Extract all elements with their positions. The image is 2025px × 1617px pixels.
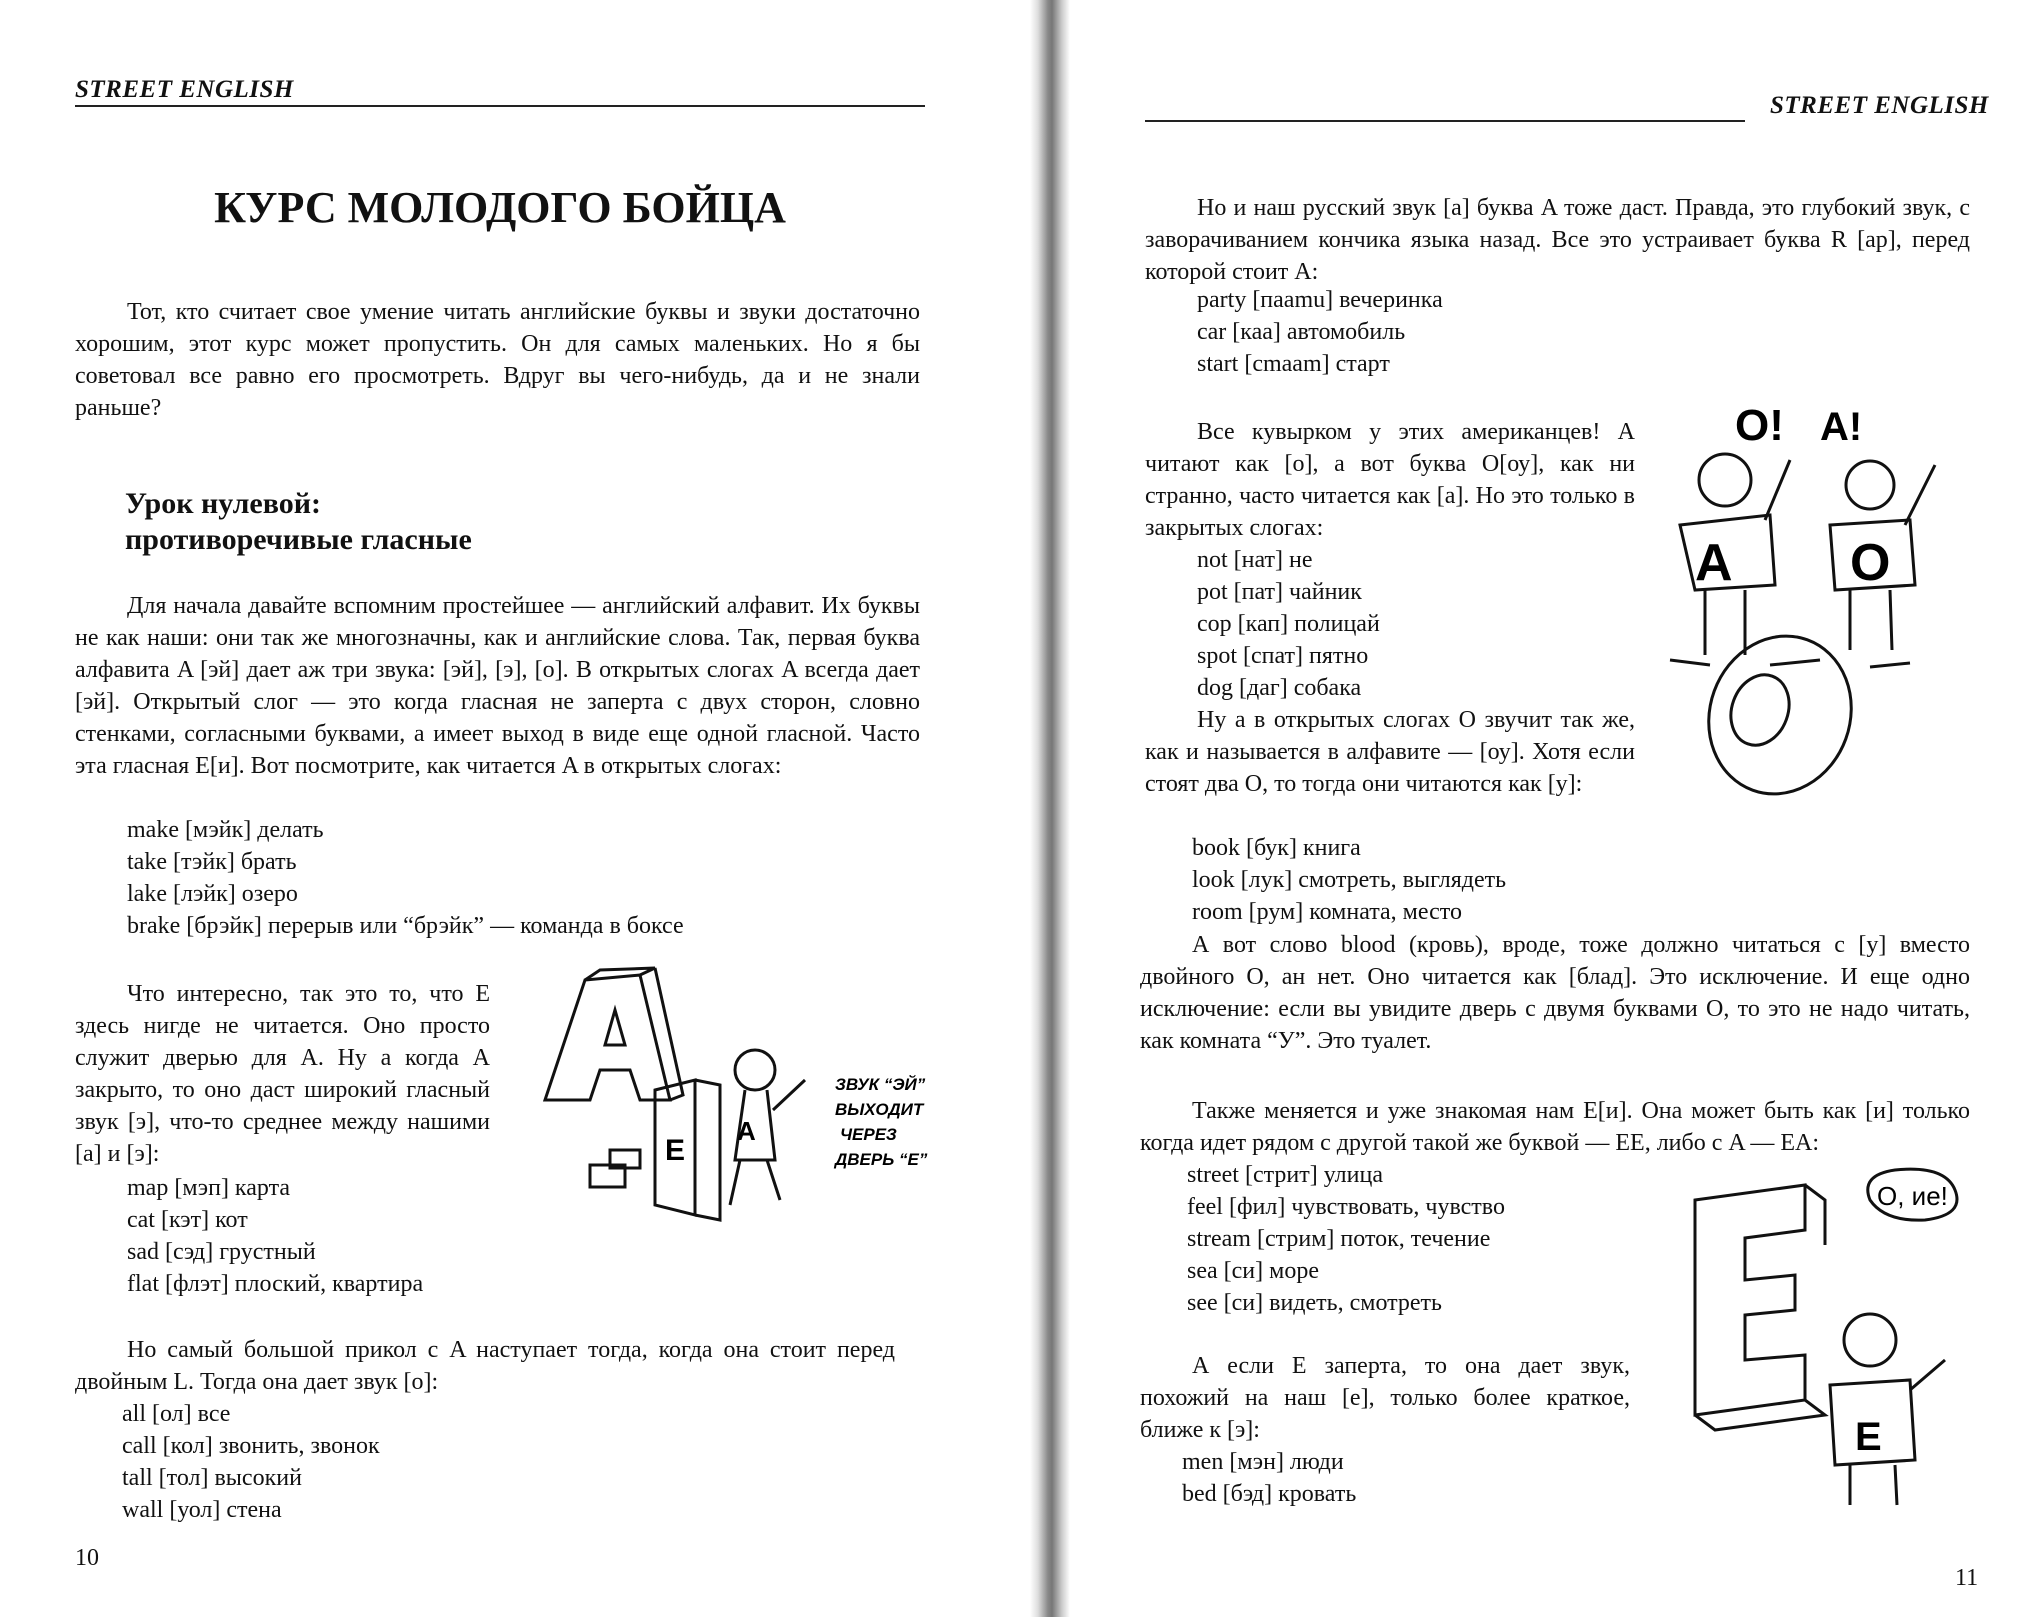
shirt-letter-a: A	[737, 1116, 756, 1146]
caption-line: ЗВУК “ЭЙ”	[835, 1075, 926, 1094]
page-number-left: 10	[75, 1545, 99, 1571]
page-number-right: 11	[1955, 1565, 1979, 1591]
shout-o: O!	[1735, 401, 1784, 450]
caption-line: ЧЕРЕЗ	[840, 1125, 897, 1144]
intro-paragraph: Тот, кто считает свое умение читать английские буквы и звуки достаточно хорошим, этот курс может пропустить. Он для самых маленьких. Но я бы советовал все равно его просмотреть. Вдруг вы чего-нибудь, да и не знали раньше?	[75, 299, 920, 421]
running-header-left: STREET ENGLISH	[75, 76, 294, 103]
double-l-list	[70, 1398, 380, 1526]
book-gutter-shadow	[1030, 0, 1070, 1617]
list-item: sad [сэд] грустный	[127, 1239, 316, 1265]
list-item: men [мэн] люди	[1182, 1449, 1344, 1475]
list-item: tall [тол] высокий	[122, 1465, 302, 1491]
door-letter-e: E	[665, 1134, 686, 1167]
shirt-letter-o: O	[1850, 534, 1891, 592]
list-item: call [кол] звонить, звонок	[122, 1433, 380, 1459]
e-speech-bubble: О, ие!	[1877, 1181, 1948, 1211]
list-item: lake [лэйк] озеро	[127, 881, 298, 907]
lesson-heading-line-2: противоречивые гласные	[125, 523, 472, 556]
list-item: room [рум] комната, место	[1192, 899, 1462, 925]
running-header-right: STREET ENGLISH	[1770, 92, 1989, 119]
list-item: see [си] видеть, смотреть	[1187, 1290, 1442, 1316]
chapter-title: КУРС МОЛОДОГО БОЙЦА	[214, 183, 786, 232]
list-item: spot [спат] пятно	[1197, 643, 1369, 669]
list-item: book [бук] книга	[1192, 835, 1361, 861]
list-item: car [каа] автомобиль	[1197, 319, 1406, 345]
o-sound-paragraph: Все кувырком у этих американцев! A читают как [о], а вот буква O[оу], как ни странно, часто читается как [а]. Но это только в закрытых слогах:	[1145, 419, 1635, 541]
r-word-list	[1145, 284, 1443, 380]
double-l-paragraph: Но самый большой прикол с A наступает тогда, когда она стоит перед двойным L. Тогда она дает звук [о]:	[75, 1337, 895, 1395]
list-item: start [cmaam] старт	[1197, 351, 1390, 377]
list-item: cat [кэт] кот	[127, 1207, 248, 1233]
list-item: take [тэйк] брать	[127, 849, 297, 875]
list-item: look [лук] смотреть, выглядеть	[1192, 867, 1507, 893]
open-syllable-list	[75, 814, 684, 942]
header-rule-left	[75, 105, 925, 107]
list-item: feel [фил] чувствовать, чувство	[1187, 1194, 1505, 1220]
list-item: party [пaamu] вечеринка	[1197, 287, 1443, 313]
shirt-letter-a: A	[1695, 534, 1733, 592]
e-closed-list	[1130, 1446, 1356, 1510]
o-open-paragraph: Ну а в открытых слогах O звучит так же, как и называется в алфавите — [оу]. Хотя если стоят два O, то тогда они читаются как [у]:	[1145, 707, 1635, 797]
blood-exception-paragraph: А вот слово blood (кровь), вроде, тоже должно читаться с [у] вместо двойного O, ан нет. Оно читается как [блад]. Это исключение. И еще одно исключение: если вы увидите дверь с двумя буквами O, то это не надо читать, как комната “У”. Это туалет.	[1140, 932, 1970, 1054]
closed-syllable-list	[75, 1172, 423, 1300]
caption-line: ДВЕРЬ “Е”	[835, 1150, 928, 1169]
list-item: dog [даг] собака	[1197, 675, 1362, 701]
o-word-list	[1145, 544, 1380, 704]
alphabet-paragraph: Для начала давайте вспомним простейшее — английский алфавит. Их буквы не как наши: они так же многозначны, как и английские слова. Так, первая буква алфавита A [эй] дает аж три звука: [эй], [э], [о]. В открытых слогах A всегда дает [эй]. Открытый слог — это когда гласная не заперта с двух сторон, словно стенками, согласными буквами, а имеет выход в виде еще одной гласной. Часто эта гласная E[и]. Вот посмотрите, как читается A в открытых слогах:	[75, 593, 920, 779]
list-item: not [нат] не	[1197, 547, 1313, 573]
kids-and-o-wheel-illustration	[1650, 385, 1970, 815]
oo-word-list	[1140, 832, 1506, 928]
shout-a: A!	[1820, 405, 1863, 449]
silent-e-paragraph: Что интересно, так это то, что E здесь нигде не читается. Оно просто служит дверью для A. Ну а когда A закрыто, то оно даст широкий гласный звук [э], что-то среднее между нашими [а] и [э]:	[75, 981, 490, 1167]
list-item: map [мэп] карта	[127, 1175, 290, 1201]
list-item: bed [бэд] кровать	[1182, 1481, 1357, 1507]
ee-word-list	[1135, 1159, 1505, 1319]
list-item: all [ол] все	[122, 1401, 231, 1427]
list-item: sea [си] море	[1187, 1258, 1319, 1284]
list-item: pot [пат] чайник	[1197, 579, 1362, 605]
list-item: stream [стрим] поток, течение	[1187, 1226, 1491, 1252]
caption-line: ВЫХОДИТ	[835, 1100, 924, 1119]
lesson-heading-line-1: Урок нулевой:	[125, 487, 321, 520]
header-rule-right	[1145, 120, 1745, 122]
letter-a-door-illustration	[505, 960, 965, 1250]
list-item: wall [уол] стена	[122, 1497, 282, 1523]
r-sound-paragraph: Но и наш русский звук [а] буква A тоже даст. Правда, это глубокий звук, с заворачиванием кончика языка назад. Все это устраивает буква R [ар], перед которой стоит A:	[1145, 195, 1970, 285]
shirt-letter-e: E	[1855, 1415, 1882, 1459]
list-item: cop [кап] полицай	[1197, 611, 1380, 637]
list-item: flat [флэт] плоский, квартира	[127, 1271, 424, 1297]
list-item: street [стрит] улица	[1187, 1162, 1383, 1188]
list-item: make [мэйк] делать	[127, 817, 324, 843]
letter-e-illustration	[1655, 1160, 1985, 1540]
e-closed-paragraph: А если E заперта, то она дает звук, похожий на наш [е], только более краткое, ближе к [э]:	[1140, 1353, 1630, 1443]
e-sound-paragraph: Также меняется и уже знакомая нам E[и]. Она может быть как [и] только когда идет рядом с другой такой же буквой — EE, либо с A — EA:	[1140, 1098, 1970, 1156]
list-item: brake [брэйк] перерыв или “брэйк” — команда в боксе	[127, 913, 684, 939]
lesson-heading	[125, 486, 472, 558]
